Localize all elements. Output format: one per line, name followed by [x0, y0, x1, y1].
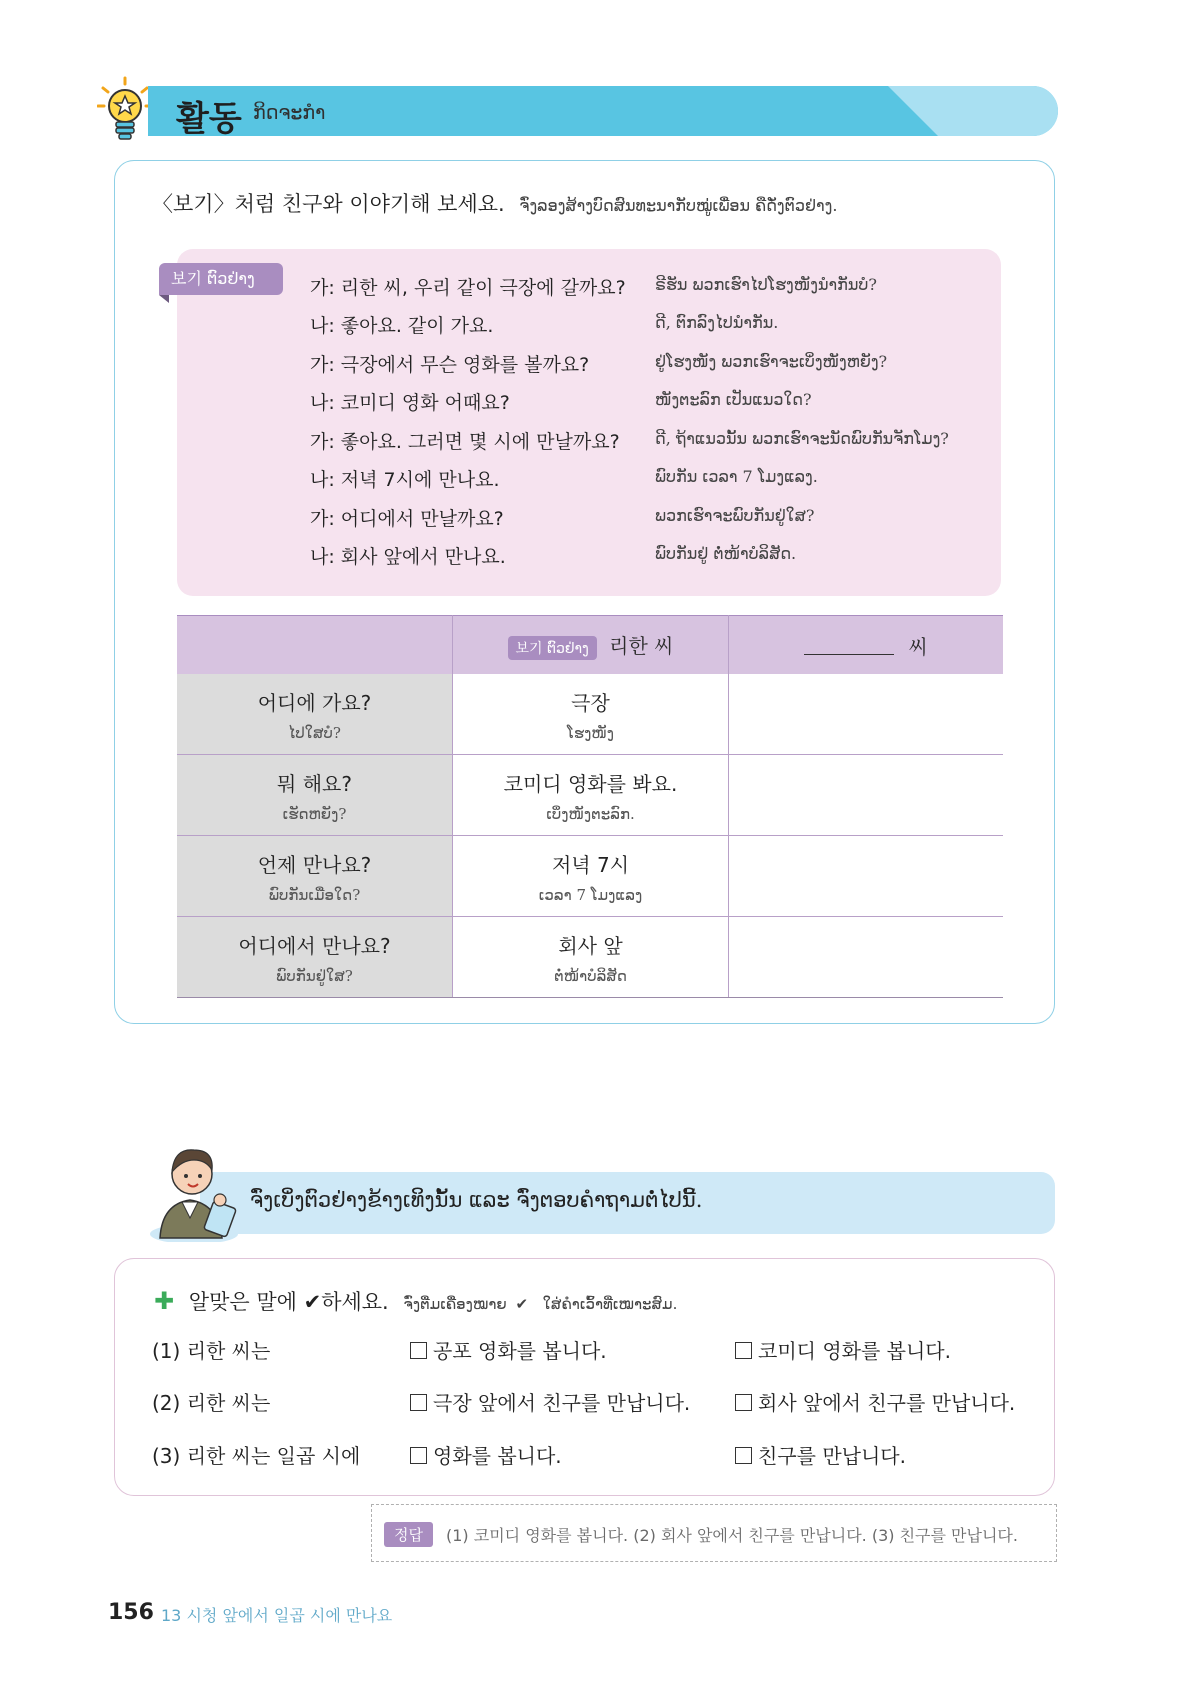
option-text: 코미디 영화를 봅니다.: [758, 1339, 951, 1363]
dialogue-line: [310, 427, 970, 457]
option-2[interactable]: [735, 1440, 906, 1469]
dialogue-lao: ໜັງຕະລົກ ເປັນແນວໃດ?: [655, 390, 812, 409]
lightbulb-star-icon: [97, 76, 153, 142]
dialogue-korean: 가: 좋아요. 그러면 몇 시에 만날까요?: [310, 431, 620, 453]
question-label: (3) 리한 씨는 일곱 시에: [152, 1444, 361, 1468]
checkbox-icon[interactable]: [735, 1447, 752, 1464]
question-lao: ພົບກັນຢູ່ໃສ?: [276, 966, 353, 985]
question-cell: [177, 917, 453, 998]
answer-korean: 극장: [571, 690, 610, 715]
answer-box: [371, 1504, 1057, 1562]
activity-instruction: [152, 188, 837, 218]
answer-lao: ຕໍ່ໜ້າບໍລິສັດ: [554, 966, 627, 985]
question-korean: 언제 만나요?: [257, 852, 372, 877]
option-1[interactable]: [410, 1335, 607, 1364]
option-2[interactable]: [735, 1335, 951, 1364]
option-1[interactable]: [410, 1440, 562, 1469]
question-lao: ພົບກັນເມື່ອໃດ?: [268, 885, 361, 904]
checkbox-icon[interactable]: [410, 1447, 427, 1464]
question-row: [152, 1440, 1052, 1474]
dialogue-line: [310, 504, 970, 534]
table-row: [177, 917, 1003, 998]
dialogue-korean: 가: 극장에서 무슨 영화를 볼까요?: [310, 354, 590, 376]
question-korean: 어디에 가요?: [257, 690, 372, 715]
question-korean: 어디에서 만나요?: [238, 933, 391, 958]
question-label: (2) 리한 씨는: [152, 1391, 271, 1415]
instruction-lao: ຈົ່ງລອງສ້າງບົດສົນທະນາກັບໝູ່ເພື່ອນ ຄືດັ່ງຕົວຢ່າງ.: [519, 196, 838, 215]
option-1[interactable]: [410, 1387, 690, 1416]
example-answer-cell: [453, 836, 729, 917]
dialogue-korean: 가: 어디에서 만날까요?: [310, 508, 504, 530]
section-subtitle: ກິດຈະກຳ: [253, 102, 326, 124]
answer-lao: ເວລາ 7 ໂມງແລງ: [538, 885, 643, 904]
dialogue-line: [310, 311, 970, 341]
table-header-empty: [177, 616, 453, 675]
option-text: 영화를 봅니다.: [433, 1444, 562, 1468]
dialogue-lao: ພົບກັນ ເວລາ 7 ໂມງແລງ.: [655, 467, 818, 486]
option-text: 공포 영화를 봅니다.: [433, 1339, 607, 1363]
example-tag: 보기 ຕົວຢ່າງ: [508, 636, 597, 660]
question-cell: [177, 836, 453, 917]
dialogue-korean: 가: 리한 씨, 우리 같이 극장에 갈까요?: [310, 277, 626, 299]
dialogue-lao: ພົບກັນຢູ່ ຕໍ່ໜ້າບໍລິສັດ.: [655, 544, 797, 563]
table-row: [177, 674, 1003, 755]
answer-korean: 저녁 7시: [551, 852, 630, 877]
table-row: [177, 755, 1003, 836]
dialogue-korean: 나: 좋아요. 같이 가요.: [310, 315, 494, 337]
question-lao: ໄປໃສບໍ?: [288, 723, 341, 742]
example-answer-cell: [453, 755, 729, 836]
answer-lao: ເບິ່ງໜັງຕະລົກ.: [546, 804, 635, 823]
answer-text: (1) 코미디 영화를 봅니다. (2) 회사 앞에서 친구를 만납니다. (3) 친구를 만납니다.: [446, 1526, 1018, 1545]
section-banner: [148, 86, 1058, 136]
check-icon: ✔: [515, 1295, 529, 1313]
table-header-blank: [729, 616, 1004, 675]
plus-icon: ✚: [154, 1287, 175, 1315]
example-answer-cell: [453, 674, 729, 755]
guide-strip: [200, 1172, 1055, 1234]
dialogue-lao: ພວກເຮົາຈະພົບກັນຢູ່ໃສ?: [655, 506, 815, 525]
dialogue-korean: 나: 코미디 영화 어때요?: [310, 392, 510, 414]
banner-accent: [888, 86, 1058, 136]
question-row: [152, 1335, 1052, 1369]
instruction-korean-2: 하세요.: [321, 1290, 389, 1314]
blank-answer-cell[interactable]: [729, 917, 1004, 998]
answer-tag: 정답: [384, 1522, 433, 1547]
dialogue-line: [310, 542, 970, 572]
teacher-illustration: [146, 1134, 242, 1242]
instruction-lao-2: ໃສ່ຄຳເວົ້າທີ່ເໝາະສົມ.: [542, 1295, 678, 1313]
checkbox-icon[interactable]: [735, 1394, 752, 1411]
name-blank-field[interactable]: [804, 642, 894, 655]
dialogue-lao: ດີ, ຕົກລົງໄປນຳກັນ.: [655, 313, 779, 332]
question-label: (1) 리한 씨는: [152, 1339, 271, 1363]
answer-korean: 코미디 영화를 봐요.: [503, 771, 678, 796]
chapter-title: 13 시청 앞에서 일곱 시에 만나요: [161, 1606, 393, 1625]
practice-table: [177, 615, 1003, 998]
table-header-example: [453, 616, 729, 675]
table-header-row: [177, 616, 1003, 675]
blank-suffix: 씨: [908, 634, 928, 659]
question-row: [152, 1387, 1052, 1421]
exercise-instruction: [154, 1286, 677, 1316]
dialogue-line: [310, 273, 970, 303]
checkbox-icon[interactable]: [410, 1394, 427, 1411]
checkbox-icon[interactable]: [735, 1342, 752, 1359]
dialogue-korean: 나: 저녁 7시에 만나요.: [310, 469, 500, 491]
option-text: 극장 앞에서 친구를 만납니다.: [433, 1391, 691, 1415]
blank-answer-cell[interactable]: [729, 836, 1004, 917]
example-tag: 보기 ຕົວຢ່າງ: [159, 263, 283, 295]
dialogue-line: [310, 388, 970, 418]
guide-text: ຈົ່ງເບິ່ງຕົວຢ່າງຂ້າງເທິງນັ້ນ ແລະ ຈົ່ງຕອບຄຳຖາມຕໍ່ໄປນີ້.: [250, 1188, 703, 1212]
dialogue-lao: ຣີຮັນ ພວກເຮົາໄປໂຮງໜັງນຳກັນບໍ?: [655, 275, 877, 294]
check-icon: ✔: [303, 1290, 322, 1314]
instruction-lao-1: ຈົ່ງຕື່ມເຄື່ອງໝາຍ: [403, 1295, 507, 1313]
option-2[interactable]: [735, 1387, 1015, 1416]
question-cell: [177, 674, 453, 755]
option-text: 친구를 만납니다.: [758, 1444, 906, 1468]
dialogue-korean: 나: 회사 앞에서 만나요.: [310, 546, 506, 568]
section-title: 활동: [176, 99, 242, 136]
question-cell: [177, 755, 453, 836]
answer-lao: ໂຮງໜັງ: [566, 723, 615, 742]
instruction-korean-1: 알맞은 말에: [188, 1290, 297, 1314]
table-row: [177, 836, 1003, 917]
option-text: 회사 앞에서 친구를 만납니다.: [758, 1391, 1016, 1415]
dialogue-line: [310, 350, 970, 380]
checkbox-icon[interactable]: [410, 1342, 427, 1359]
question-korean: 뭐 해요?: [277, 771, 352, 796]
page-number: 156: [108, 1600, 154, 1625]
blank-answer-cell[interactable]: [729, 755, 1004, 836]
answer-korean: 회사 앞: [558, 933, 623, 958]
dialogue-lao: ຢູ່ໂຮງໜັງ ພວກເຮົາຈະເບິ່ງໜັງຫຍັງ?: [655, 352, 888, 371]
blank-answer-cell[interactable]: [729, 674, 1004, 755]
dialogue-lao: ດີ, ຖ້າແນວນັ້ນ ພວກເຮົາຈະນັດພົບກັນຈັກໂມງ?: [655, 429, 949, 448]
question-lao: ເຮັດຫຍັງ?: [282, 804, 347, 823]
example-name: 리한 씨: [609, 634, 674, 659]
example-answer-cell: [453, 917, 729, 998]
instruction-korean: 〈보기〉처럼 친구와 이야기해 보세요.: [152, 192, 505, 216]
dialogue-line: [310, 465, 970, 495]
